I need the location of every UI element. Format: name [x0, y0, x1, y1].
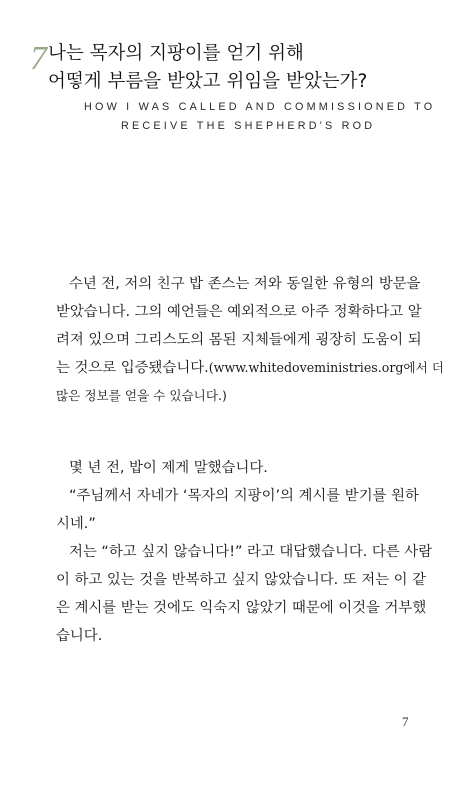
body-paragraph-3 [56, 482, 419, 538]
paragraph-line: 습니다. [56, 628, 103, 644]
chapter-title-english [84, 98, 435, 136]
paragraph-line: “주님께서 자네가 ‘목자의 지팡이’의 계시를 받기를 원하 [69, 488, 419, 504]
chapter-number: 7 [30, 40, 47, 77]
paragraph-line: 수년 전, 저의 친구 밥 존스는 저와 동일한 유형의 방문을 [69, 276, 421, 292]
body-paragraph-1 [56, 270, 444, 410]
paragraph-line: 받았습니다. 그의 예언들은 예외적으로 아주 정확하다고 알 [56, 304, 422, 320]
website-reference: (www.whitedoveministries.org에서 더 [208, 360, 444, 375]
paragraph-line: 려져 있으며 그리스도의 몸된 지체들에게 굉장히 도움이 되 [56, 332, 422, 348]
chapter-title-korean [48, 40, 367, 96]
paragraph-line: 은 계시를 받는 것에도 익숙지 않았기 때문에 이것을 거부했 [56, 600, 427, 616]
page-number: 7 [402, 714, 409, 729]
chapter-title-korean-line1: 나는 목자의 지팡이를 얻기 위해 [48, 43, 304, 64]
body-paragraph-2 [56, 454, 416, 482]
paragraph-line: 저는 “하고 싶지 않습니다!” 라고 대답했습니다. 다른 사람 [69, 544, 433, 560]
chapter-title-english-line2: RECEIVE THE SHEPHERD'S ROD [121, 120, 376, 132]
paragraph-line: 이 하고 있는 것을 반복하고 싶지 않았습니다. 또 저는 이 같 [56, 572, 427, 588]
chapter-title-korean-line2: 어떻게 부름을 받았고 위임을 받았는가? [48, 71, 368, 92]
paragraph-line [56, 354, 444, 382]
body-paragraph-4 [56, 538, 433, 650]
paragraph-line: 몇 년 전, 밥이 제게 말했습니다. [69, 460, 268, 476]
paragraph-text: 는 것으로 입증됐습니다. [56, 360, 209, 376]
paragraph-line: 시네.” [56, 516, 96, 532]
paragraph-line: 많은 정보를 얻을 수 있습니다.) [56, 388, 227, 403]
chapter-title-english-line1: HOW I WAS CALLED AND COMMISSIONED TO [84, 101, 436, 113]
